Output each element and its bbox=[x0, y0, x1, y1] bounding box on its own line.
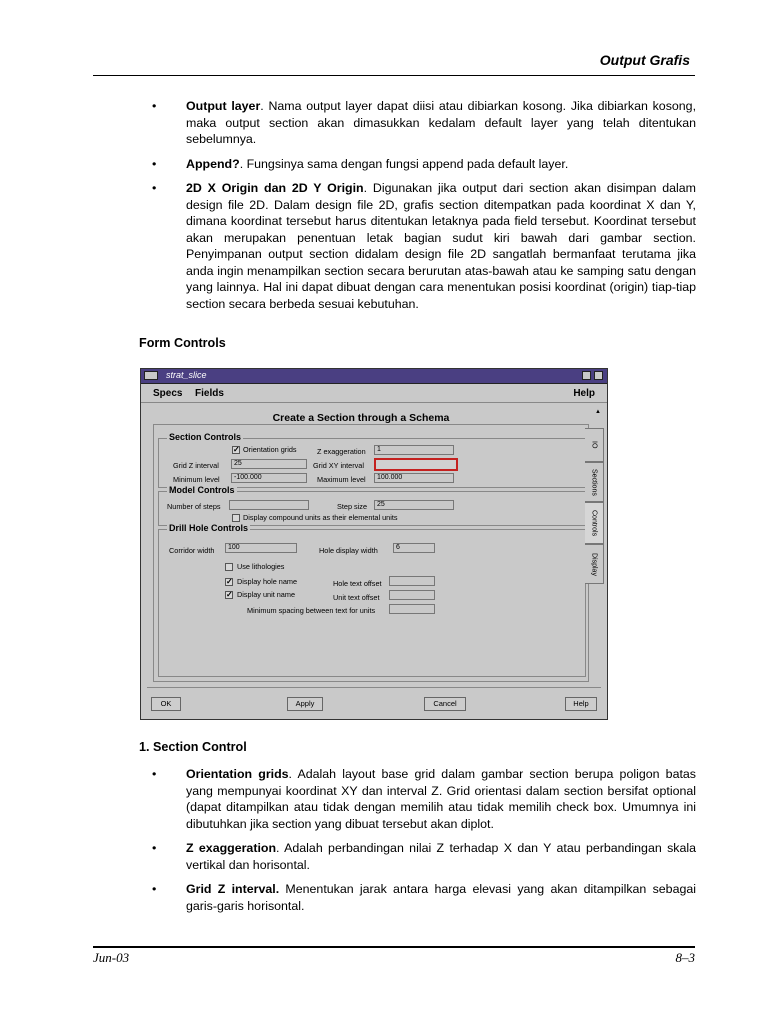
tab-io-label: IO bbox=[590, 441, 598, 449]
help-button[interactable]: Help bbox=[565, 697, 597, 711]
drill-hole-controls-group bbox=[158, 523, 586, 677]
orientation-grids-checkbox[interactable]: ✓ bbox=[233, 445, 240, 454]
dialog-menubar bbox=[141, 384, 607, 403]
footer-date: Jun-03 bbox=[93, 950, 130, 965]
menu-fields[interactable]: Fields bbox=[195, 388, 224, 399]
header-rule bbox=[93, 75, 695, 76]
use-lithologies-label: Use lithologies bbox=[237, 562, 285, 571]
bullet-term: Output layer bbox=[186, 99, 261, 113]
apply-button[interactable]: Apply bbox=[287, 697, 323, 711]
maximize-button[interactable] bbox=[594, 371, 603, 380]
bullet-term: Orientation grids bbox=[186, 767, 289, 781]
top-bullet-list bbox=[148, 98, 696, 320]
controls-panel bbox=[153, 424, 589, 682]
unit-text-offset-field[interactable] bbox=[389, 590, 435, 600]
form-controls-heading: Form Controls bbox=[139, 336, 226, 350]
bullet-dot: • bbox=[152, 767, 157, 781]
bullet-term: Append? bbox=[186, 156, 240, 171]
bullet-term: Z exaggeration bbox=[186, 841, 277, 855]
section-control-heading: 1. Section Control bbox=[139, 740, 247, 754]
grid-xy-interval-label: Grid XY interval bbox=[313, 461, 364, 470]
bullet-output-layer bbox=[148, 98, 696, 148]
bullet-text: . Nama output layer dapat diisi atau dibiarkan kosong. Jika dibiarkan kosong, maka output section akan dimasukkan kedalam default layer yang telah ditentukan sebelumnya. bbox=[186, 99, 697, 146]
menu-specs[interactable]: Specs bbox=[153, 388, 183, 399]
bullet-append bbox=[148, 156, 696, 173]
window-menu-button[interactable] bbox=[144, 371, 158, 380]
orientation-grids-label: Orientation grids bbox=[243, 445, 297, 454]
unit-text-offset-label: Unit text offset bbox=[333, 593, 380, 602]
maximum-level-field[interactable]: 100.000 bbox=[374, 473, 454, 483]
minimize-button[interactable] bbox=[582, 371, 591, 380]
bullet-dot: • bbox=[152, 99, 157, 113]
model-controls-label: Model Controls bbox=[169, 485, 235, 495]
strat-slice-dialog bbox=[140, 368, 608, 720]
footer-page-number: 8–3 bbox=[675, 950, 695, 965]
number-of-steps-label: Number of steps bbox=[167, 502, 221, 511]
step-size-label: Step size bbox=[337, 502, 368, 511]
hole-display-width-field[interactable]: 6 bbox=[393, 543, 435, 553]
corridor-width-label: Corridor width bbox=[169, 546, 215, 555]
step-size-field[interactable]: 25 bbox=[374, 500, 454, 510]
bullet-term: Grid Z interval. bbox=[186, 882, 280, 896]
section-controls-label: Section Controls bbox=[169, 432, 242, 442]
bullet-text: . Adalah perbandingan nilai Z terhadap X dan Y atau perbandingan skala vertikal dan horisontal. bbox=[186, 841, 696, 872]
dialog-main-title: Create a Section through a Schema bbox=[272, 412, 450, 424]
display-hole-name-checkbox[interactable]: ✓ bbox=[226, 577, 233, 586]
z-exaggeration-label: Z exaggeration bbox=[317, 447, 366, 456]
bullet-dot: • bbox=[152, 181, 157, 195]
tab-controls-label: Controls bbox=[590, 509, 598, 537]
tab-controls[interactable] bbox=[585, 502, 604, 544]
footer-rule bbox=[93, 946, 695, 948]
tab-display-label: Display bbox=[590, 552, 598, 576]
bottom-bullet-list bbox=[148, 766, 696, 922]
hole-text-offset-label: Hole text offset bbox=[333, 579, 382, 588]
display-hole-name-label: Display hole name bbox=[237, 577, 298, 586]
grid-z-interval-field[interactable]: 25 bbox=[231, 459, 307, 469]
z-exaggeration-field[interactable]: 1 bbox=[374, 445, 454, 455]
grid-xy-interval-field[interactable] bbox=[374, 458, 458, 471]
use-lithologies-checkbox[interactable] bbox=[225, 563, 233, 571]
grid-z-interval-label: Grid Z interval bbox=[173, 461, 219, 470]
section-controls-group bbox=[158, 432, 586, 488]
menu-help[interactable]: Help bbox=[573, 388, 595, 399]
display-compound-checkbox[interactable] bbox=[232, 514, 240, 522]
maximum-level-label: Maximum level bbox=[317, 475, 366, 484]
page-header-title: Output Grafis bbox=[599, 52, 690, 68]
number-of-steps-field[interactable] bbox=[229, 500, 309, 510]
bullet-text: . Fungsinya sama dengan fungsi append pada default layer. bbox=[239, 156, 569, 171]
dialog-button-separator bbox=[147, 687, 601, 688]
bullet-orientation-grids bbox=[148, 766, 696, 832]
bullet-term: 2D X Origin dan 2D Y Origin bbox=[186, 181, 364, 195]
display-compound-label: Display compound units as their elemental units bbox=[243, 513, 398, 522]
min-spacing-field[interactable] bbox=[389, 604, 435, 614]
dialog-titlebar bbox=[141, 369, 607, 384]
bullet-2d-origin bbox=[148, 180, 696, 312]
minimum-level-field[interactable]: -100.000 bbox=[231, 473, 307, 483]
bullet-grid-z-interval bbox=[148, 881, 696, 914]
hole-display-width-label: Hole display width bbox=[319, 546, 378, 555]
model-controls-group bbox=[158, 485, 586, 526]
dialog-window-title: strat_slice bbox=[166, 370, 207, 380]
display-unit-name-label: Display unit name bbox=[237, 590, 295, 599]
corridor-width-field[interactable]: 100 bbox=[225, 543, 297, 553]
bullet-dot: • bbox=[152, 156, 157, 171]
display-unit-name-checkbox[interactable]: ✓ bbox=[226, 590, 233, 599]
minimum-level-label: Minimum level bbox=[173, 475, 220, 484]
min-spacing-label: Minimum spacing between text for units bbox=[247, 606, 376, 615]
cancel-button[interactable]: Cancel bbox=[424, 697, 466, 711]
tab-sections-label: Sections bbox=[590, 468, 598, 496]
bullet-dot: • bbox=[152, 841, 157, 855]
tab-display[interactable] bbox=[585, 544, 604, 584]
scroll-up-icon[interactable]: ▲ bbox=[595, 409, 601, 415]
ok-button[interactable]: OK bbox=[151, 697, 181, 711]
bullet-text: Menentukan jarak antara harga elevasi yang akan ditampilkan sebagai garis-garis horisontal. bbox=[186, 882, 696, 913]
bullet-z-exaggeration bbox=[148, 840, 696, 873]
tab-io[interactable] bbox=[585, 428, 604, 462]
hole-text-offset-field[interactable] bbox=[389, 576, 435, 586]
bullet-text: . Adalah layout base grid dalam gambar section berupa poligon batas yang mempunyai koordinat XY dan interval Z. Grid orientasi dalam section bersifat optional (dapat ditampilkan atau tidak dengan memilih atau tidak memilih check box. Umumnya ini dibutuhkan jika section yang dibuat tersebut akan diplot. bbox=[186, 767, 696, 831]
tab-sections[interactable] bbox=[585, 462, 604, 502]
drill-hole-controls-label: Drill Hole Controls bbox=[169, 523, 249, 533]
bullet-dot: • bbox=[152, 882, 157, 896]
bullet-text: . Digunakan jika output dari section akan disimpan dalam design file 2D. Dalam design file 2D, grafis section ditempatkan pada koordinat X dan Y, dimana koordinat tersebut harus ditentukan letaknya pada field tersebut. Koordinat tersebut akan merupakan penentuan letak bagian sudut kiri bawah dari gambar section. Penyimpanan output section didalam design file 2D sangatlah bermanfaat terutama jika anda ingin menampilkan section secara berurutan atas-bawah atau ke samping satu dengan yang lainnya. Hal ini dapat dibuat dengan cara menentukan posisi koordinat (origin) tiap-tiap section secara berbeda sesuai kebutuhan. bbox=[186, 181, 696, 311]
